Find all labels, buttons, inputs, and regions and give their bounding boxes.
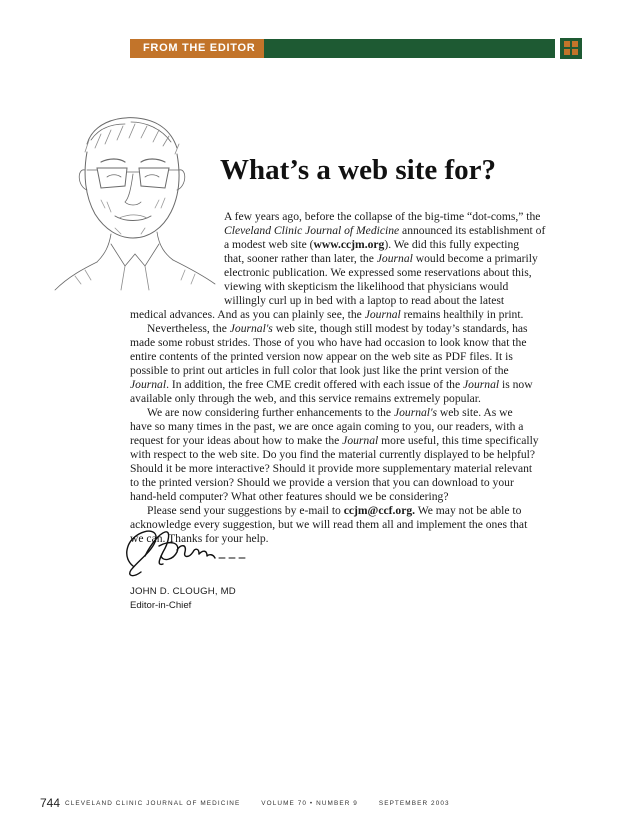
article-title: What’s a web site for? — [220, 154, 496, 186]
body-line: possible to print out articles in full color that look just like the print version of the — [130, 364, 509, 377]
body-line: a modest web site (www.ccjm.org). We did this fully expecting — [224, 238, 520, 251]
body-line: that, sooner rather than later, the Journal would become a primarily — [224, 252, 538, 265]
section-label: FROM THE EDITOR — [130, 39, 264, 58]
body-line: Should it be more interactive? Should it provide more supplementary material relevant — [130, 462, 533, 475]
editor-signature — [115, 520, 255, 582]
editor-portrait — [45, 104, 225, 294]
body-line: to the printed version? Should we provide a version that you can download to your — [130, 476, 514, 489]
body-line: Nevertheless, the Journal's web site, though still modest by today’s standards, has — [147, 322, 528, 335]
body-line: Cleveland Clinic Journal of Medicine announced its establishment of — [224, 224, 546, 237]
body-line: A few years ago, before the collapse of the big-time “dot-coms,” the — [224, 210, 541, 223]
page-number: 744 — [40, 796, 61, 810]
footer-volume: VOLUME 70 • NUMBER 9 — [261, 800, 358, 807]
body-line: available only through the web, and this service remains extremely popular. — [130, 392, 481, 405]
body-line: we can. Thanks for your help. — [130, 532, 269, 545]
body-line: Journal. In addition, the free CME credit offered with each issue of the Journal is now — [130, 378, 533, 391]
body-line: entire contents of the printed version now appear on the web site as PDF files. It is — [130, 350, 513, 363]
body-line: Please send your suggestions by e-mail to ccjm@ccf.org. We may not be able to — [147, 504, 522, 517]
editor-name: JOHN D. CLOUGH, MD — [130, 586, 236, 597]
body-line: electronic publication. We expressed some reservations about this, — [224, 266, 532, 279]
body-line: medical advances. And as you can plainly see, the Journal remains healthily in print. — [130, 308, 524, 321]
body-line: acknowledge every suggestion, but we will read them all and implement the ones that — [130, 518, 528, 531]
body-line: with respect to the web site. Do you find the material currently displayed to be helpful? — [130, 448, 536, 461]
editor-title: Editor-in-Chief — [130, 600, 192, 611]
journal-logo-icon — [560, 38, 582, 59]
body-line: viewing with skepticism the likelihood that physicians would — [224, 280, 509, 293]
body-line: have so many times in the past, we are once again coming to you, our readers, with a — [130, 420, 524, 433]
body-line: made some robust strides. Those of you who have had occasion to look know that the — [130, 336, 527, 349]
footer-journal: CLEVELAND CLINIC JOURNAL OF MEDICINE — [65, 800, 241, 807]
body-line: We are now considering further enhancements to the Journal's web site. As we — [147, 406, 513, 419]
footer-date: SEPTEMBER 2003 — [378, 800, 450, 807]
footer-info — [65, 800, 468, 807]
body-line: willingly curl up in bed with a laptop to read about the latest — [224, 294, 505, 307]
body-line: hand-held computer? What other features should we be considering? — [130, 490, 449, 503]
body-line: request for your ideas about how to make the Journal more useful, this time specifically — [130, 434, 539, 447]
